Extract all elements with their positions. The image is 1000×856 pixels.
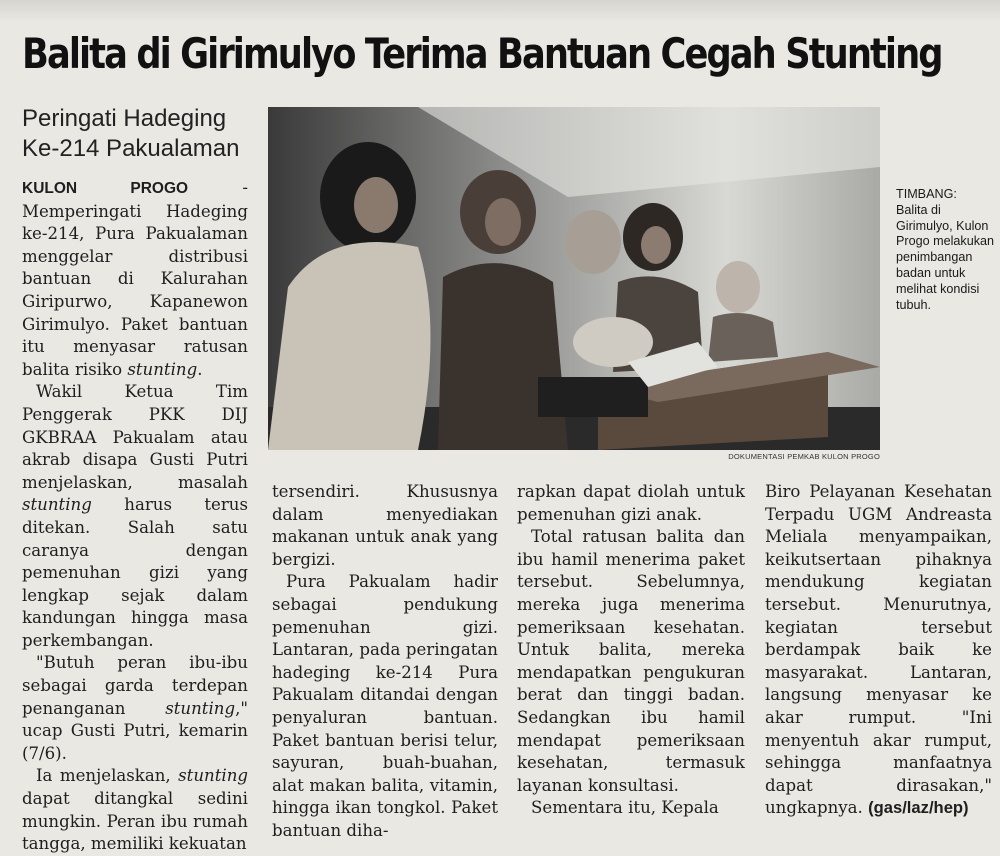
subheadline: Peringati Hadeging Ke-214 Pakualaman: [22, 105, 240, 162]
paragraph-text: harus terus ditekan. Salah satu caranya dengan pemenuhan gizi yang lengkap sejak dalam kandungan hingga masa perkembangan.: [22, 495, 248, 650]
paragraph-text: Wakil Ketua Tim Penggerak PKK DIJ GKBRAA Pakualam atau akrab disapa Gusti Putri menjelaskan, masalah: [22, 382, 248, 492]
photo-caption: [896, 187, 996, 313]
paragraph-text: - Memperingati Hadeging ke-214, Pura Pakualaman menggelar distribusi bantuan di Kalurahan Giripurwo, Kapanewon Girimulyo. Paket bantuan itu menyasar ratusan balita risiko: [22, 178, 248, 379]
paragraph: [22, 381, 248, 652]
paragraph-text: Ia menjelaskan,: [36, 766, 179, 786]
paragraph-text: Biro Pelayanan Kesehatan Terpadu UGM Andreasta Meliala menyampaikan, keikutsertaan pihaknya mendukung kegiatan tersebut. Menurutnya, kegiatan tersebut berdampak baik ke masyarakat. Lantaran, langsung menyasar ke akar rumput. "Ini menyentuh akar rumput, sehingga manfaatnya dapat dirasakan," ungkapnya.: [765, 482, 992, 818]
article-column-3: [517, 481, 745, 820]
italic-term: stunting: [178, 766, 248, 786]
article-column-1: [22, 177, 248, 856]
paragraph-text: "Butuh peran ibu-ibu sebagai garda terdepan penanganan: [22, 653, 248, 718]
paragraph-text: dapat ditangkal sedini mungkin. Peran ibu rumah tangga, memiliki kekuatan: [22, 789, 248, 854]
paragraph-text: .: [197, 359, 203, 379]
paragraph: [22, 765, 248, 855]
italic-term: stunting: [165, 698, 236, 718]
dateline: KULON PROGO: [22, 180, 189, 197]
news-photo: [268, 107, 880, 450]
article-column-4: [765, 481, 992, 820]
italic-term: stunting: [22, 495, 92, 515]
paragraph: Sementara itu, Kepala: [531, 798, 719, 818]
article-column-2: [272, 481, 498, 843]
paragraph: [765, 481, 992, 820]
paragraph: Total ratusan balita dan ibu hamil menerima paket tersebut. Sebelumnya, mereka juga menerima pemeriksaan kesehatan. Untuk balita, mereka mendapatkan pengukuran berat dan tinggi badan. Sedangkan ibu hamil mendapat pemeriksaan kesehatan, termasuk layanan konsultasi.: [517, 527, 745, 795]
headline: Balita di Girimulyo Terima Bantuan Cegah Stunting: [22, 29, 942, 78]
paragraph: [22, 652, 248, 765]
caption-text: Balita di Girimulyo, Kulon Progo melakukan penimbangan badan untuk melihat kondisi tubuh.: [896, 202, 995, 312]
italic-term: stunting: [127, 359, 198, 379]
paragraph-text: ," ucap Gusti Putri, kemarin (7/6).: [22, 698, 248, 763]
paragraph: Pura Pakualam hadir sebagai pendukung pemenuhan gizi. Lantaran, pada peringatan hadeging ke-214 Pura Pakualam ditandai dengan penyaluran bantuan. Paket bantuan berisi telur, sayuran, buah-buahan, alat makan balita, vitamin, hingga ikan tongkol. Paket bantuan diha-: [272, 572, 498, 840]
photo-credit: DOKUMENTASI PEMKAB KULON PROGO: [728, 452, 880, 461]
author-signoff: (gas/laz/hep): [868, 798, 969, 818]
caption-title: TIMBANG:: [896, 187, 957, 201]
previous-article-bleed: [0, 0, 1000, 22]
photo-illustration: [268, 107, 880, 450]
paragraph: tersendiri. Khususnya dalam menyediakan makanan untuk anak yang bergizi.: [272, 482, 498, 569]
paragraph: rapkan dapat diolah untuk pemenuhan gizi anak.: [517, 482, 745, 524]
paragraph: [22, 177, 248, 381]
